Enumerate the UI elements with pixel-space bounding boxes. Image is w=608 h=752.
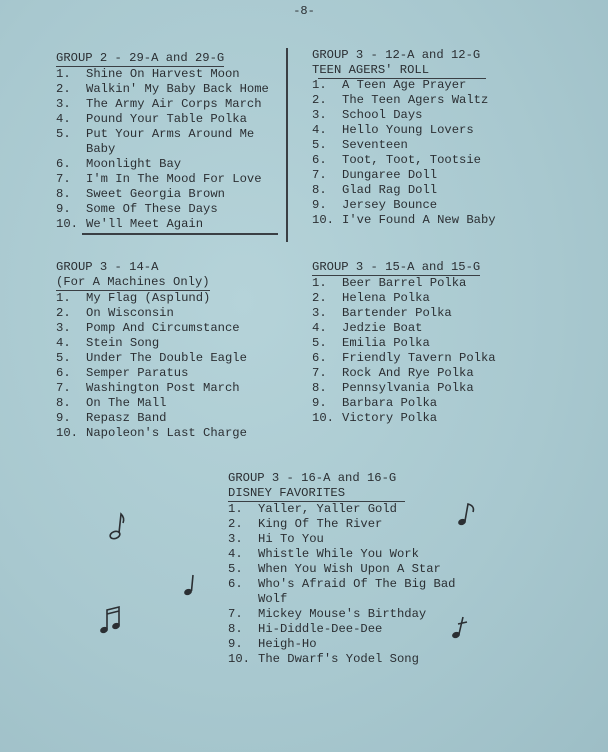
song-title: The Army Air Corps March bbox=[86, 97, 262, 111]
song-item bbox=[56, 306, 247, 321]
song-number: 8. bbox=[312, 183, 327, 197]
song-title: Washington Post March bbox=[86, 381, 240, 395]
song-item bbox=[312, 153, 496, 168]
song-title: Put Your Arms Around Me bbox=[86, 127, 255, 141]
song-title: Beer Barrel Polka bbox=[342, 276, 467, 290]
song-title: Under The Double Eagle bbox=[86, 351, 247, 365]
song-item bbox=[228, 532, 455, 547]
song-item bbox=[312, 366, 496, 381]
song-title: Shine On Harvest Moon bbox=[86, 67, 240, 81]
song-number: 9. bbox=[312, 198, 327, 212]
song-title: We'll Meet Again bbox=[86, 217, 204, 231]
song-number: 2. bbox=[56, 306, 71, 320]
song-title: I'm In The Mood For Love bbox=[86, 172, 262, 186]
group-3-polka-section bbox=[312, 260, 496, 426]
song-title-continuation: Baby bbox=[86, 142, 116, 156]
group-subtitle: TEEN AGERS' ROLL bbox=[312, 63, 430, 77]
song-title: Stein Song bbox=[86, 336, 160, 350]
song-item bbox=[312, 291, 496, 306]
song-item bbox=[312, 198, 496, 213]
song-item bbox=[56, 351, 247, 366]
song-item bbox=[56, 366, 247, 381]
group-title: GROUP 3 - 16-A and 16-G bbox=[228, 471, 397, 485]
group-title: GROUP 3 - 15-A and 15-G bbox=[312, 260, 481, 274]
song-number: 6. bbox=[228, 577, 243, 591]
song-title: Mickey Mouse's Birthday bbox=[258, 607, 427, 621]
song-item bbox=[312, 276, 496, 291]
song-item bbox=[312, 168, 496, 183]
music-note-icon bbox=[456, 500, 478, 530]
song-title: Pomp And Circumstance bbox=[86, 321, 240, 335]
song-number: 4. bbox=[312, 321, 327, 335]
song-title: A Teen Age Prayer bbox=[342, 78, 467, 92]
song-title: Hi To You bbox=[258, 532, 324, 546]
song-item bbox=[312, 411, 496, 426]
song-title: Rock And Rye Polka bbox=[342, 366, 474, 380]
song-item bbox=[312, 183, 496, 198]
song-number: 4. bbox=[228, 547, 243, 561]
song-title: Victory Polka bbox=[342, 411, 438, 425]
group-title: GROUP 3 - 12-A and 12-G bbox=[312, 48, 481, 62]
song-item bbox=[312, 78, 496, 93]
song-title: I've Found A New Baby bbox=[342, 213, 496, 227]
song-number: 10. bbox=[228, 652, 250, 666]
group-subtitle: DISNEY FAVORITES bbox=[228, 486, 405, 502]
song-item bbox=[312, 108, 496, 123]
song-title: Pound Your Table Polka bbox=[86, 112, 247, 126]
song-number: 7. bbox=[228, 607, 243, 621]
song-item bbox=[312, 396, 496, 411]
song-number: 3. bbox=[228, 532, 243, 546]
song-number: 2. bbox=[312, 93, 327, 107]
song-number: 8. bbox=[312, 381, 327, 395]
song-number: 1. bbox=[228, 502, 243, 516]
song-title: King Of The River bbox=[258, 517, 383, 531]
song-item bbox=[228, 517, 455, 532]
song-number: 8. bbox=[56, 187, 71, 201]
song-title: Dungaree Doll bbox=[342, 168, 438, 182]
song-number: 9. bbox=[228, 637, 243, 651]
song-number: 3. bbox=[56, 321, 71, 335]
song-number: 7. bbox=[312, 168, 327, 182]
song-item bbox=[56, 112, 269, 127]
song-number: 1. bbox=[312, 78, 327, 92]
song-title: Friendly Tavern Polka bbox=[342, 351, 496, 365]
song-item bbox=[56, 97, 269, 112]
song-item bbox=[312, 213, 496, 228]
song-number: 9. bbox=[56, 411, 71, 425]
song-number: 3. bbox=[312, 108, 327, 122]
song-list bbox=[312, 276, 496, 426]
song-title: Yaller, Yaller Gold bbox=[258, 502, 397, 516]
song-title: Pennsylvania Polka bbox=[342, 381, 474, 395]
song-number: 10. bbox=[56, 426, 78, 440]
song-item bbox=[312, 123, 496, 138]
song-title: Repasz Band bbox=[86, 411, 167, 425]
song-item bbox=[312, 93, 496, 108]
song-item bbox=[56, 217, 269, 232]
song-number: 3. bbox=[312, 306, 327, 320]
group-2-section bbox=[56, 51, 269, 232]
song-title: Semper Paratus bbox=[86, 366, 189, 380]
song-list bbox=[56, 291, 247, 441]
song-title: Some Of These Days bbox=[86, 202, 218, 216]
song-number: 1. bbox=[56, 291, 71, 305]
song-item bbox=[56, 202, 269, 217]
song-number: 8. bbox=[228, 622, 243, 636]
song-number: 8. bbox=[56, 396, 71, 410]
song-title: Who's Afraid Of The Big Bad bbox=[258, 577, 456, 591]
song-item bbox=[56, 187, 269, 202]
song-number: 7. bbox=[56, 381, 71, 395]
song-title: Napoleon's Last Charge bbox=[86, 426, 247, 440]
song-list bbox=[312, 78, 496, 228]
song-item bbox=[228, 562, 455, 577]
song-title: School Days bbox=[342, 108, 423, 122]
song-item bbox=[312, 351, 496, 366]
song-item bbox=[56, 426, 247, 441]
song-item bbox=[312, 336, 496, 351]
song-item bbox=[56, 82, 269, 97]
song-title: Sweet Georgia Brown bbox=[86, 187, 225, 201]
song-title: Glad Rag Doll bbox=[342, 183, 438, 197]
music-note-icon bbox=[182, 572, 200, 598]
song-number: 4. bbox=[56, 336, 71, 350]
music-note-icon bbox=[98, 604, 126, 638]
group-subtitle: (For A Machines Only) bbox=[56, 275, 210, 289]
group-3-machines-section bbox=[56, 260, 247, 441]
song-item bbox=[56, 67, 269, 82]
song-item bbox=[228, 637, 455, 652]
song-item bbox=[56, 411, 247, 426]
song-number: 10. bbox=[312, 411, 334, 425]
song-list bbox=[56, 67, 269, 232]
song-title: Jedzie Boat bbox=[342, 321, 423, 335]
song-title: Walkin' My Baby Back Home bbox=[86, 82, 269, 96]
song-item bbox=[312, 381, 496, 396]
song-number: 6. bbox=[56, 366, 71, 380]
song-item bbox=[228, 652, 455, 667]
song-title: On Wisconsin bbox=[86, 306, 174, 320]
song-title: Toot, Toot, Tootsie bbox=[342, 153, 481, 167]
song-item bbox=[56, 396, 247, 411]
song-item bbox=[228, 547, 455, 562]
song-number: 1. bbox=[56, 67, 71, 81]
song-title: Helena Polka bbox=[342, 291, 430, 305]
song-title: On The Mall bbox=[86, 396, 167, 410]
song-number: 3. bbox=[56, 97, 71, 111]
song-item bbox=[56, 321, 247, 336]
song-title: Heigh-Ho bbox=[258, 637, 317, 651]
page-number: -8- bbox=[293, 4, 315, 18]
song-number: 5. bbox=[312, 336, 327, 350]
song-number: 6. bbox=[56, 157, 71, 171]
song-item bbox=[228, 622, 455, 637]
song-title: Moonlight Bay bbox=[86, 157, 182, 171]
song-title: When You Wish Upon A Star bbox=[258, 562, 441, 576]
song-item bbox=[56, 172, 269, 187]
column-divider bbox=[286, 48, 288, 242]
song-title: Jersey Bounce bbox=[342, 198, 438, 212]
song-number: 7. bbox=[56, 172, 71, 186]
song-title: Whistle While You Work bbox=[258, 547, 419, 561]
song-item bbox=[56, 157, 269, 172]
song-item bbox=[312, 138, 496, 153]
song-item bbox=[228, 607, 455, 622]
song-title: My Flag (Asplund) bbox=[86, 291, 211, 305]
song-number: 6. bbox=[312, 351, 327, 365]
song-item bbox=[56, 291, 247, 306]
song-number: 2. bbox=[56, 82, 71, 96]
song-item bbox=[228, 502, 455, 517]
song-number: 9. bbox=[312, 396, 327, 410]
song-number: 5. bbox=[228, 562, 243, 576]
song-number: 5. bbox=[312, 138, 327, 152]
song-number: 6. bbox=[312, 153, 327, 167]
music-note-icon bbox=[108, 510, 128, 542]
song-item bbox=[56, 127, 269, 142]
song-title: Seventeen bbox=[342, 138, 408, 152]
song-title: The Dwarf's Yodel Song bbox=[258, 652, 419, 666]
group-2-end-rule bbox=[82, 233, 278, 235]
song-item bbox=[312, 321, 496, 336]
song-number: 10. bbox=[312, 213, 334, 227]
song-item bbox=[312, 306, 496, 321]
song-title: Hi-Diddle-Dee-Dee bbox=[258, 622, 383, 636]
song-title: Barbara Polka bbox=[342, 396, 438, 410]
song-number: 5. bbox=[56, 127, 71, 141]
song-number: 4. bbox=[312, 123, 327, 137]
group-title: GROUP 3 - 14-A bbox=[56, 260, 159, 274]
song-item bbox=[228, 577, 455, 592]
music-note-icon bbox=[450, 614, 470, 642]
group-title: GROUP 2 - 29-A and 29-G bbox=[56, 51, 225, 65]
song-number: 1. bbox=[312, 276, 327, 290]
song-number: 5. bbox=[56, 351, 71, 365]
song-title-continuation: Wolf bbox=[258, 592, 288, 606]
song-title: Emilia Polka bbox=[342, 336, 430, 350]
song-item bbox=[56, 381, 247, 396]
song-number: 4. bbox=[56, 112, 71, 126]
group-3-teen-section bbox=[312, 48, 496, 228]
group-3-disney-section bbox=[228, 471, 455, 667]
song-number: 2. bbox=[312, 291, 327, 305]
song-title: The Teen Agers Waltz bbox=[342, 93, 489, 107]
song-list bbox=[228, 502, 455, 667]
song-number: 2. bbox=[228, 517, 243, 531]
song-number: 9. bbox=[56, 202, 71, 216]
song-title: Hello Young Lovers bbox=[342, 123, 474, 137]
song-number: 7. bbox=[312, 366, 327, 380]
song-item bbox=[56, 336, 247, 351]
song-title: Bartender Polka bbox=[342, 306, 452, 320]
song-number: 10. bbox=[56, 217, 78, 231]
